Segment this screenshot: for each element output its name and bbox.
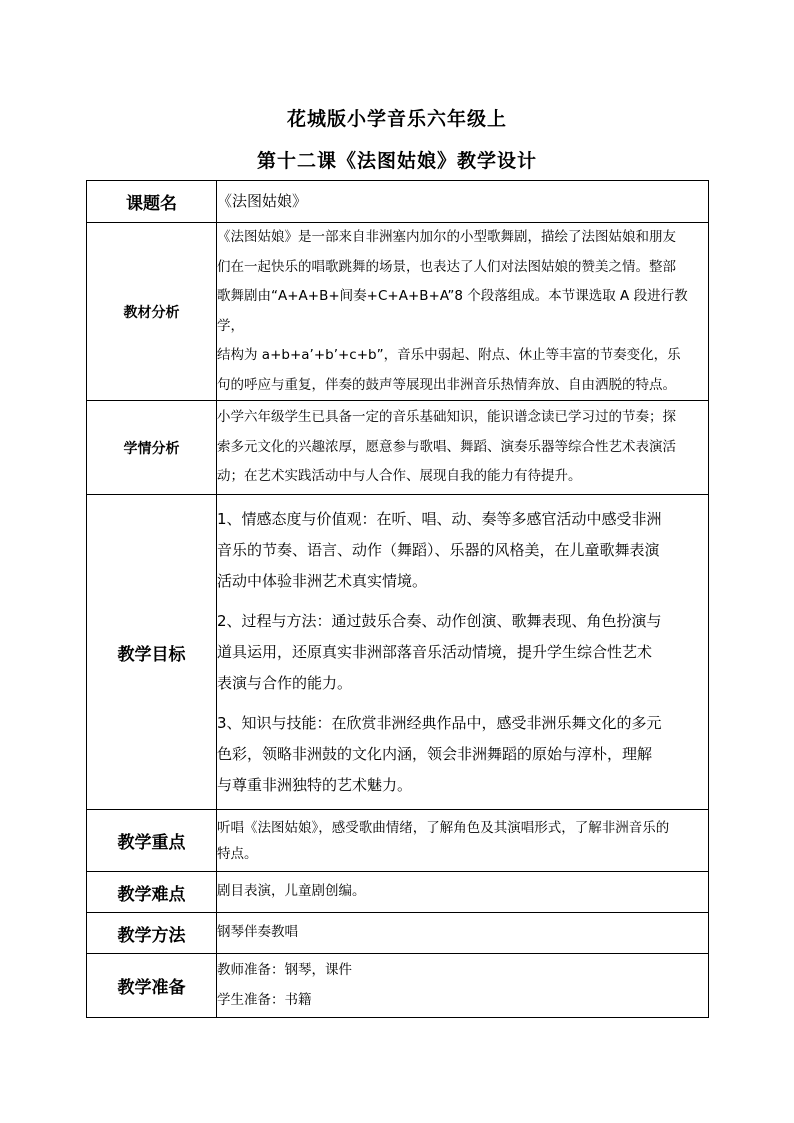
document-subtitle: 第十二课《法图姑娘》教学设计 <box>256 150 537 172</box>
text-line: 结构为 a+b+a’+b’+c+b”，音乐中弱起、附点、休止等丰富的节奏变化，乐 <box>217 347 681 363</box>
text-line: 1、情感态度与价值观：在听、唱、动、奏等多感官活动中感受非洲 <box>217 509 662 528</box>
text-line: 特点。 <box>217 845 258 862</box>
table-row <box>87 913 709 954</box>
text-line: 活动中体验非洲艺术真实情境。 <box>217 571 428 590</box>
text-line: 《法图姑娘》是一部来自非洲塞内加尔的小型歌舞剧，描绘了法图姑娘和朋友 <box>217 229 676 245</box>
topic-value: 《法图姑娘》 <box>217 181 709 223</box>
goal-item <box>217 708 708 801</box>
teaching-goals-label: 教学目标 <box>87 495 217 810</box>
text-line: 道具运用，还原真实非洲部落音乐活动情境，提升学生综合性艺术 <box>217 642 653 661</box>
student-analysis-text <box>217 401 709 495</box>
preparation-label: 教学准备 <box>87 954 217 1018</box>
text-line: 3、知识与技能：在欣赏非洲经典作品中，感受非洲乐舞文化的多元 <box>217 713 662 732</box>
material-analysis-label: 教材分析 <box>87 223 217 401</box>
teaching-goals-text <box>217 495 709 810</box>
student-analysis-label: 学情分析 <box>87 401 217 495</box>
topic-label: 课题名 <box>87 181 217 223</box>
document-title: 花城版小学音乐六年级上 <box>286 108 507 130</box>
text-line: 索多元文化的兴趣浓厚，愿意参与歌唱、舞蹈、演奏乐器等综合性艺术表演活 <box>217 438 676 455</box>
preparation-text <box>217 954 709 1018</box>
table-row <box>87 181 709 223</box>
text-line: 听唱《法图姑娘》，感受歌曲情绪，了解角色及其演唱形式，了解非洲音乐的 <box>217 819 670 836</box>
table-row <box>87 954 709 1018</box>
key-points-text <box>217 810 709 872</box>
text-line: 2、过程与方法：通过鼓乐合奏、动作创演、歌舞表现、角色扮演与 <box>217 611 662 630</box>
table-row <box>87 223 709 401</box>
difficulties-label: 教学难点 <box>87 872 217 913</box>
method-text: 钢琴伴奏教唱 <box>217 913 709 954</box>
material-analysis-text <box>217 223 709 401</box>
text-line: 色彩，领略非洲鼓的文化内涵，领会非洲舞蹈的原始与淳朴，理解 <box>217 744 653 763</box>
text-line: 教师准备：钢琴，课件 <box>217 962 352 978</box>
key-points-label: 教学重点 <box>87 810 217 872</box>
goal-item <box>217 504 708 597</box>
text-line: 句的呼应与重复，伴奏的鼓声等展现出非洲音乐热情奔放、自由洒脱的特点。 <box>217 376 676 393</box>
method-label: 教学方法 <box>87 913 217 954</box>
text-line: 音乐的节奏、语言、动作（舞蹈）、乐器的风格美，在儿童歌舞表演 <box>217 540 660 559</box>
goal-item <box>217 606 708 699</box>
text-line: 表演与合作的能力。 <box>217 673 353 692</box>
text-line: 歌舞剧由“A+A+B+间奏+C+A+B+A”8 个段落组成。本节课选取 A 段进行教学， <box>217 288 688 334</box>
table-row <box>87 495 709 810</box>
text-line: 动；在艺术实践活动中与人合作、展现自我的能力有待提升。 <box>217 468 582 485</box>
table-row <box>87 401 709 495</box>
table-row <box>87 810 709 872</box>
difficulties-text: 剧目表演，儿童剧创编。 <box>217 872 709 913</box>
text-line: 学生准备：书籍 <box>217 991 312 1008</box>
lesson-plan-table <box>86 180 709 1018</box>
text-line: 与尊重非洲独特的艺术魅力。 <box>217 775 413 794</box>
text-line: 们在一起快乐的唱歌跳舞的场景，也表达了人们对法图姑娘的赞美之情。整部 <box>217 258 676 275</box>
text-line: 小学六年级学生已具备一定的音乐基础知识，能识谱念读已学习过的节奏；探 <box>217 409 676 426</box>
table-row <box>87 872 709 913</box>
